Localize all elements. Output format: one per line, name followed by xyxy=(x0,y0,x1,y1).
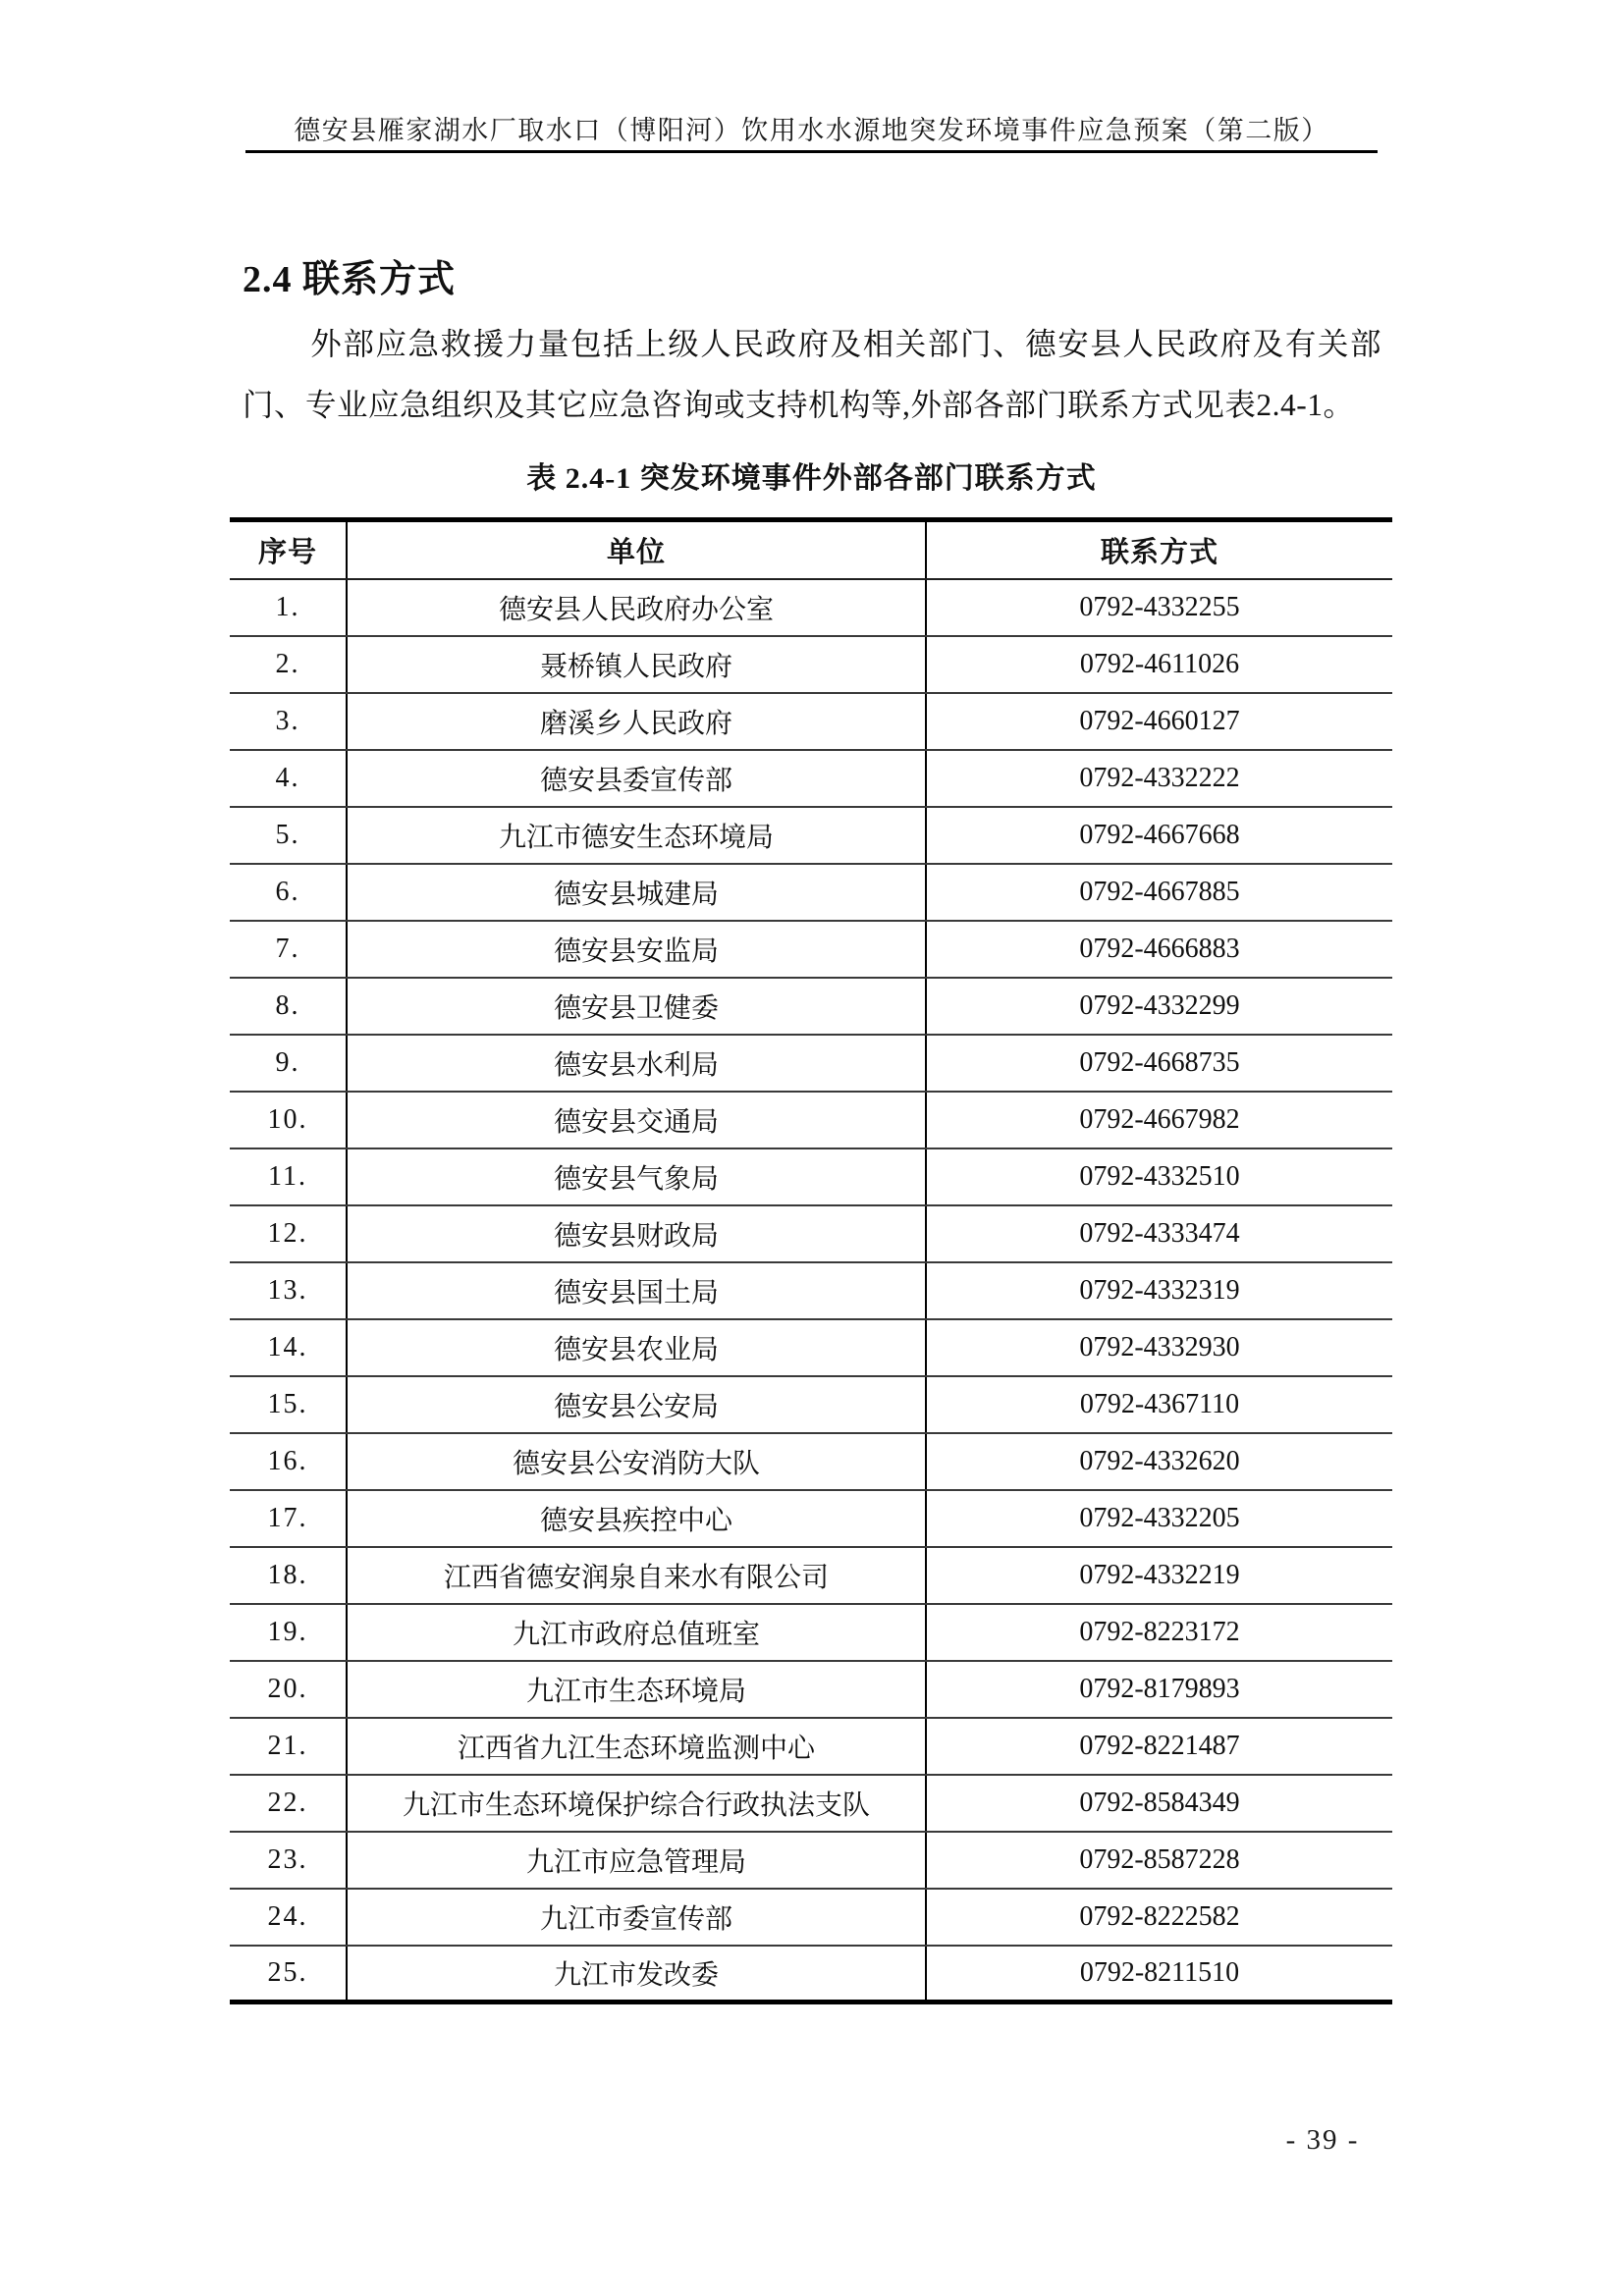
phone-number: 0792-4667668 xyxy=(926,807,1392,864)
unit-name: 德安县交通局 xyxy=(347,1092,926,1148)
row-index: 12. xyxy=(230,1205,347,1262)
phone-number: 0792-4666883 xyxy=(926,921,1392,978)
row-index: 2. xyxy=(230,636,347,693)
table-row xyxy=(230,1319,1392,1376)
phone-number: 0792-4332219 xyxy=(926,1547,1392,1604)
phone-number: 0792-4611026 xyxy=(926,636,1392,693)
row-index: 14. xyxy=(230,1319,347,1376)
unit-name: 九江市生态环境保护综合行政执法支队 xyxy=(347,1775,926,1832)
phone-number: 0792-4333474 xyxy=(926,1205,1392,1262)
unit-name: 德安县水利局 xyxy=(347,1035,926,1092)
unit-name: 德安县公安消防大队 xyxy=(347,1433,926,1490)
row-index: 22. xyxy=(230,1775,347,1832)
table-row xyxy=(230,1775,1392,1832)
unit-name: 德安县农业局 xyxy=(347,1319,926,1376)
row-index: 19. xyxy=(230,1604,347,1661)
unit-name: 德安县委宣传部 xyxy=(347,750,926,807)
table-row xyxy=(230,693,1392,750)
table-row xyxy=(230,1148,1392,1205)
unit-name: 德安县财政局 xyxy=(347,1205,926,1262)
row-index: 3. xyxy=(230,693,347,750)
column-header: 序号 xyxy=(230,520,347,579)
table-header-row xyxy=(230,520,1392,579)
row-index: 25. xyxy=(230,1946,347,2002)
table-row xyxy=(230,636,1392,693)
unit-name: 磨溪乡人民政府 xyxy=(347,693,926,750)
unit-name: 德安县气象局 xyxy=(347,1148,926,1205)
row-index: 4. xyxy=(230,750,347,807)
phone-number: 0792-4332222 xyxy=(926,750,1392,807)
row-index: 17. xyxy=(230,1490,347,1547)
row-index: 11. xyxy=(230,1148,347,1205)
unit-name: 九江市发改委 xyxy=(347,1946,926,2002)
row-index: 10. xyxy=(230,1092,347,1148)
table-row xyxy=(230,921,1392,978)
table-row xyxy=(230,1262,1392,1319)
unit-name: 德安县城建局 xyxy=(347,864,926,921)
unit-name: 德安县公安局 xyxy=(347,1376,926,1433)
phone-number: 0792-4367110 xyxy=(926,1376,1392,1433)
row-index: 23. xyxy=(230,1832,347,1889)
section-heading: 2.4 联系方式 xyxy=(243,259,457,300)
table-row xyxy=(230,1376,1392,1433)
unit-name: 九江市应急管理局 xyxy=(347,1832,926,1889)
unit-name: 九江市德安生态环境局 xyxy=(347,807,926,864)
phone-number: 0792-4667885 xyxy=(926,864,1392,921)
phone-number: 0792-8211510 xyxy=(1079,1956,1240,1988)
table-row xyxy=(230,864,1392,921)
table-row xyxy=(230,1205,1392,1262)
phone-number: 0792-8222582 xyxy=(926,1889,1392,1946)
unit-name: 九江市委宣传部 xyxy=(347,1889,926,1946)
page-number: - 39 - xyxy=(1285,2124,1360,2156)
unit-name: 九江市生态环境局 xyxy=(347,1661,926,1718)
unit-name: 德安县卫健委 xyxy=(347,978,926,1035)
phone-number: 0792-8179893 xyxy=(926,1661,1392,1718)
table-row xyxy=(230,1661,1392,1718)
unit-name: 德安县安监局 xyxy=(347,921,926,978)
phone-number: 0792-4668735 xyxy=(926,1035,1392,1092)
row-index: 13. xyxy=(230,1262,347,1319)
phone-number: 0792-8221487 xyxy=(926,1718,1392,1775)
table-body xyxy=(230,579,1392,2002)
page-header-title: 德安县雁家湖水厂取水口（博阳河）饮用水水源地突发环境事件应急预案（第二版） xyxy=(294,116,1329,145)
table-row xyxy=(230,579,1392,636)
table-row xyxy=(230,1547,1392,1604)
phone-number: 0792-4660127 xyxy=(926,693,1392,750)
table-row xyxy=(230,1490,1392,1547)
row-index: 24. xyxy=(230,1889,347,1946)
table-row xyxy=(230,1946,1392,2002)
row-index: 18. xyxy=(230,1547,347,1604)
row-index: 9. xyxy=(230,1035,347,1092)
column-header: 单位 xyxy=(347,520,926,579)
phone-number: 0792-4332510 xyxy=(926,1148,1392,1205)
body-paragraph: 外部应急救援力量包括上级人民政府及相关部门、德安县人民政府及有关部门、专业应急组织及其它应急咨询或支持机构等,外部各部门联系方式见表2.4-1。 xyxy=(243,327,1381,422)
unit-name: 德安县国土局 xyxy=(347,1262,926,1319)
header-rule xyxy=(245,150,1378,153)
table-caption: 表 2.4-1 突发环境事件外部各部门联系方式 xyxy=(526,462,1097,495)
unit-name: 江西省九江生态环境监测中心 xyxy=(347,1718,926,1775)
row-index: 6. xyxy=(230,864,347,921)
table-row xyxy=(230,1604,1392,1661)
phone-number: 0792-8223172 xyxy=(926,1604,1392,1661)
unit-name: 九江市政府总值班室 xyxy=(347,1604,926,1661)
row-index: 5. xyxy=(230,807,347,864)
table-row xyxy=(230,1092,1392,1148)
unit-name: 德安县人民政府办公室 xyxy=(347,579,926,636)
row-index: 16. xyxy=(230,1433,347,1490)
table-row xyxy=(230,1718,1392,1775)
unit-name: 江西省德安润泉自来水有限公司 xyxy=(347,1547,926,1604)
row-index: 15. xyxy=(230,1376,347,1433)
table-row xyxy=(230,978,1392,1035)
contacts-table xyxy=(230,517,1392,2004)
column-header: 联系方式 xyxy=(926,520,1392,579)
table-row xyxy=(230,807,1392,864)
table-row xyxy=(230,1035,1392,1092)
unit-name: 德安县疾控中心 xyxy=(347,1490,926,1547)
phone-number: 0792-4332299 xyxy=(926,978,1392,1035)
phone-number: 0792-4667982 xyxy=(926,1092,1392,1148)
phone-number: 0792-4332620 xyxy=(926,1433,1392,1490)
phone-number: 0792-4332319 xyxy=(926,1262,1392,1319)
row-index: 20. xyxy=(230,1661,347,1718)
phone-number: 0792-4332255 xyxy=(926,579,1392,636)
phone-number: 0792-8587228 xyxy=(926,1832,1392,1889)
row-index: 8. xyxy=(230,978,347,1035)
phone-number: 0792-4332930 xyxy=(926,1319,1392,1376)
phone-number: 0792-8584349 xyxy=(926,1775,1392,1832)
unit-name: 聂桥镇人民政府 xyxy=(347,636,926,693)
table-row xyxy=(230,1889,1392,1946)
table-row xyxy=(230,750,1392,807)
phone-number: 0792-4332205 xyxy=(926,1490,1392,1547)
table-row xyxy=(230,1433,1392,1490)
row-index: 7. xyxy=(230,921,347,978)
table-row xyxy=(230,1832,1392,1889)
row-index: 21. xyxy=(230,1718,347,1775)
row-index: 1. xyxy=(230,579,347,636)
